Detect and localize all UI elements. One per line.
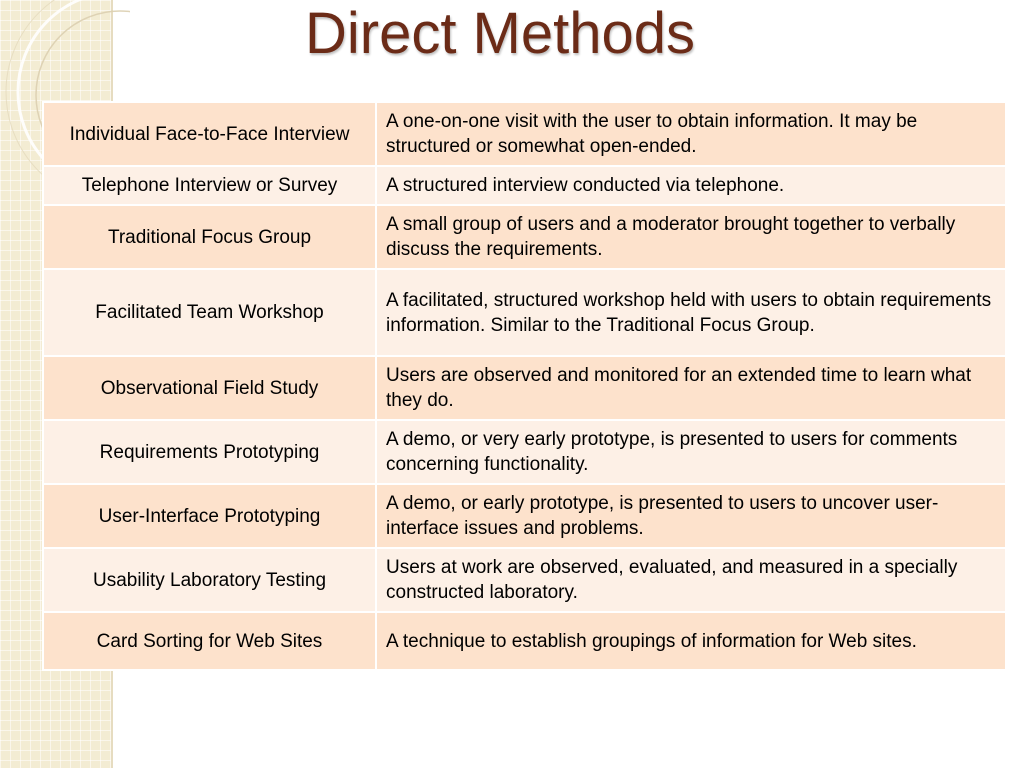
table-row [43, 269, 1006, 356]
method-cell: Requirements Prototyping [43, 420, 376, 484]
description-cell: A technique to establish groupings of information for Web sites. [376, 612, 1006, 670]
description-cell: Users are observed and monitored for an extended time to learn what they do. [376, 356, 1006, 420]
table-row [43, 420, 1006, 484]
method-cell: Usability Laboratory Testing [43, 548, 376, 612]
description-cell: A demo, or very early prototype, is presented to users for comments concerning functionality. [376, 420, 1006, 484]
table-row [43, 166, 1006, 205]
table-row [43, 356, 1006, 420]
method-cell: Traditional Focus Group [43, 205, 376, 269]
description-cell: A demo, or early prototype, is presented to users to uncover user-interface issues and problems. [376, 484, 1006, 548]
description-cell: A one-on-one visit with the user to obtain information. It may be structured or somewhat open-ended. [376, 102, 1006, 166]
method-cell: Card Sorting for Web Sites [43, 612, 376, 670]
method-cell: User-Interface Prototyping [43, 484, 376, 548]
table-row [43, 612, 1006, 670]
method-cell: Facilitated Team Workshop [43, 269, 376, 356]
table-row [43, 102, 1006, 166]
description-cell: A small group of users and a moderator brought together to verbally discuss the requirements. [376, 205, 1006, 269]
method-cell: Individual Face-to-Face Interview [43, 102, 376, 166]
method-cell: Telephone Interview or Survey [43, 166, 376, 205]
method-cell: Observational Field Study [43, 356, 376, 420]
description-cell: Users at work are observed, evaluated, and measured in a specially constructed laboratory. [376, 548, 1006, 612]
table-row [43, 484, 1006, 548]
direct-methods-table [42, 101, 1007, 671]
table-row [43, 548, 1006, 612]
description-cell: A facilitated, structured workshop held with users to obtain requirements information. Similar to the Traditional Focus Group. [376, 269, 1006, 356]
slide-title: Direct Methods [304, 1, 696, 66]
table-row [43, 205, 1006, 269]
description-cell: A structured interview conducted via telephone. [376, 166, 1006, 205]
